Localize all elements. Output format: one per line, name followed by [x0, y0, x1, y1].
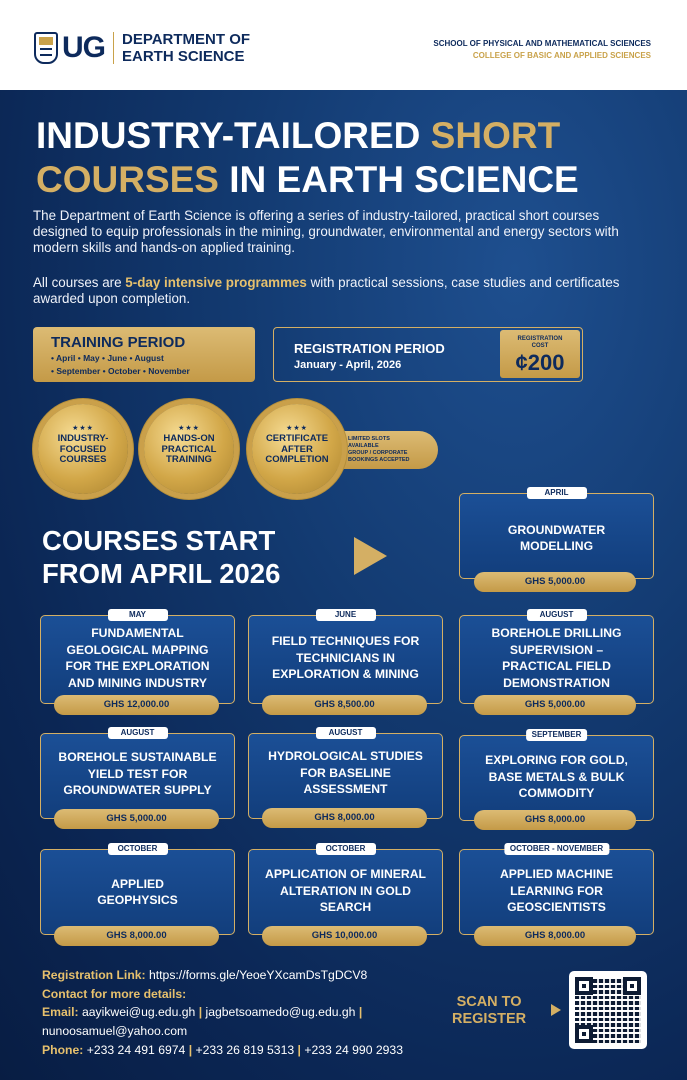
course-card-machine-learning[interactable] [459, 844, 654, 935]
course-title: APPLIED GEOPHYSICS [97, 876, 178, 907]
course-card-groundwater-modelling[interactable] [459, 488, 654, 579]
course-title: FUNDAMENTAL GEOLOGICAL MAPPING FOR THE EXPLORATION AND MINING INDUSTRY [65, 626, 210, 690]
separator: | [358, 1005, 363, 1020]
registration-period-box [273, 327, 583, 382]
course-month: OCTOBER [108, 843, 168, 855]
course-title: EXPLORING FOR GOLD, BASE METALS & BULK COMMODITY [485, 753, 628, 801]
school-line2: COLLEGE OF BASIC AND APPLIED SCIENCES [472, 51, 651, 60]
badge-hands-on [144, 404, 234, 494]
start-line2: FROM APRIL 2026 [42, 558, 281, 589]
badge-text: CERTIFICATE AFTER COMPLETION [265, 433, 329, 465]
badge-certificate [252, 404, 342, 494]
email-1[interactable]: aayikwei@ug.edu.gh [81, 1005, 196, 1020]
course-price: GHS 8,000.00 [54, 926, 219, 946]
badge-text: HANDS-ON PRACTICAL TRAINING [161, 433, 217, 465]
training-months-row1: • April • May • June • August [51, 353, 164, 363]
courses-start-heading [42, 524, 280, 590]
training-months-row2: • September • October • November [51, 366, 190, 376]
registration-period-title: REGISTRATION PERIOD [294, 341, 445, 356]
title-part1: INDUSTRY-TAILORED [36, 115, 431, 156]
course-month: MAY [108, 609, 168, 621]
course-title: APPLICATION OF MINERAL ALTERATION IN GOLD SEARCH [265, 867, 426, 915]
course-title: APPLIED MACHINE LEARNING FOR GEOSCIENTISTS [499, 867, 614, 915]
course-title: BOREHOLE SUSTAINABLE YIELD TEST FOR GROUNDWATER SUPPLY [58, 750, 217, 798]
badge-text: INDUSTRY- FOCUSED COURSES [57, 433, 109, 465]
qr-eye [575, 1025, 593, 1043]
training-period-title: TRAINING PERIOD [51, 334, 186, 351]
course-month: APRIL [527, 487, 587, 499]
course-price: GHS 10,000.00 [262, 926, 427, 946]
title-highlight: SHORT COURSES [36, 115, 561, 200]
phone-label: Phone: [42, 1042, 84, 1057]
registration-link[interactable]: https://forms.gle/YeoeYXcamDsTgDCV8 [149, 968, 368, 982]
registration-cost-label: REGISTRATION COST [517, 336, 563, 349]
separator: | [297, 1042, 301, 1057]
intro2-after: with practical sessions, case studies and certificates awarded upon completion. [33, 275, 620, 306]
intro2-before: All courses are [33, 275, 126, 290]
course-title: FIELD TECHNIQUES FOR TECHNICIANS IN EXPLORATION & MINING [271, 634, 420, 682]
phone-row [42, 1041, 403, 1060]
course-price: GHS 8,000.00 [474, 926, 636, 946]
phone-2[interactable]: +233 26 819 5313 [195, 1042, 295, 1057]
course-title: GROUNDWATER MODELLING [507, 522, 606, 553]
title-part2: IN EARTH SCIENCE [218, 159, 579, 200]
email-label: Email: [42, 1005, 79, 1020]
course-card-exploring-gold[interactable] [459, 730, 654, 821]
start-line1: COURSES START [42, 525, 276, 556]
qr-code-icon[interactable] [569, 971, 647, 1049]
contact-label: Contact for more details: [42, 986, 187, 1001]
play-arrow-icon [354, 537, 387, 575]
training-period-box [33, 327, 255, 382]
dept-line2: EARTH SCIENCE [122, 48, 245, 65]
badge-stars: ★★★ [178, 424, 200, 432]
scan-line1: SCAN TO [456, 994, 522, 1010]
registration-cost-box [500, 330, 580, 378]
dept-line1: DEPARTMENT OF [122, 31, 251, 48]
course-month: AUGUST [108, 727, 168, 739]
qr-eye [623, 977, 641, 995]
arrow-right-icon [551, 1004, 561, 1016]
course-month: AUGUST [316, 727, 376, 739]
separator: | [198, 1005, 203, 1020]
contact-footer [42, 966, 403, 1060]
course-card-field-techniques[interactable] [248, 610, 443, 704]
course-price: GHS 8,500.00 [262, 695, 427, 715]
course-card-mineral-alteration[interactable] [248, 844, 443, 935]
email-3[interactable]: nunoosamuel@yahoo.com [42, 1024, 188, 1039]
course-price: GHS 12,000.00 [54, 695, 219, 715]
scan-to-register [452, 994, 526, 1028]
intro-paragraph-2 [33, 275, 653, 307]
course-month: JUNE [316, 609, 376, 621]
email-2[interactable]: jagbetsoamedo@ug.edu.gh [205, 1005, 356, 1020]
intro-paragraph: The Department of Earth Science is offering a series of industry-tailored, practical short courses designed to equip professionals in the mining, groundwater, environmental and energy sectors with modern skills and hands-on applied training. [33, 208, 619, 255]
badge-industry-focused [38, 404, 128, 494]
course-price: GHS 5,000.00 [474, 695, 636, 715]
scan-line2: REGISTER [452, 1011, 527, 1027]
registration-dates: January - April, 2026 [294, 359, 402, 371]
course-month: OCTOBER [316, 843, 376, 855]
limited-slots-note [330, 431, 438, 469]
course-price: GHS 8,000.00 [262, 808, 427, 828]
registration-link-row [42, 966, 403, 985]
course-card-hydrological-studies[interactable] [248, 728, 443, 819]
phone-1[interactable]: +233 24 491 6974 [86, 1042, 186, 1057]
logo-text: UG [62, 31, 105, 64]
course-price: GHS 5,000.00 [474, 572, 636, 592]
course-month: SEPTEMBER [526, 729, 588, 741]
ug-logo [34, 30, 266, 66]
course-card-borehole-yield[interactable] [40, 728, 235, 819]
course-title: BOREHOLE DRILLING SUPERVISION – PRACTICAL FIELD DEMONSTRATION [491, 626, 622, 690]
department-name [122, 31, 250, 65]
qr-pattern [575, 977, 641, 1043]
registration-cost-value: ¢200 [515, 350, 565, 375]
course-card-applied-geophysics[interactable] [40, 844, 235, 935]
school-name [433, 38, 651, 62]
email-row-2 [42, 1022, 403, 1041]
ug-crest-icon [34, 32, 58, 64]
phone-3[interactable]: +233 24 990 2933 [304, 1042, 403, 1057]
header [0, 0, 687, 90]
badge-stars: ★★★ [286, 424, 308, 432]
course-card-borehole-drilling[interactable] [459, 610, 654, 704]
page-title [36, 114, 656, 202]
school-line1: SCHOOL OF PHYSICAL AND MATHEMATICAL SCIENCES [433, 39, 651, 48]
course-card-geological-mapping[interactable] [40, 610, 235, 704]
course-price: GHS 8,000.00 [474, 810, 636, 830]
separator: | [188, 1042, 193, 1057]
registration-link-label: Registration Link: [42, 968, 146, 982]
course-title: HYDROLOGICAL STUDIES FOR BASELINE ASSESSMENT [268, 749, 423, 797]
slots-text: LIMITED SLOTS AVAILABLE GROUP / CORPORATE BOOKINGS ACCEPTED [348, 436, 410, 463]
intro2-bold: 5-day intensive programmes [125, 275, 307, 290]
logo-divider [113, 32, 114, 64]
course-price: GHS 5,000.00 [54, 809, 219, 829]
badge-stars: ★★★ [72, 424, 94, 432]
course-month: OCTOBER - NOVEMBER [504, 843, 609, 855]
course-month: AUGUST [527, 609, 587, 621]
qr-eye [575, 977, 593, 995]
email-row [42, 1003, 403, 1022]
